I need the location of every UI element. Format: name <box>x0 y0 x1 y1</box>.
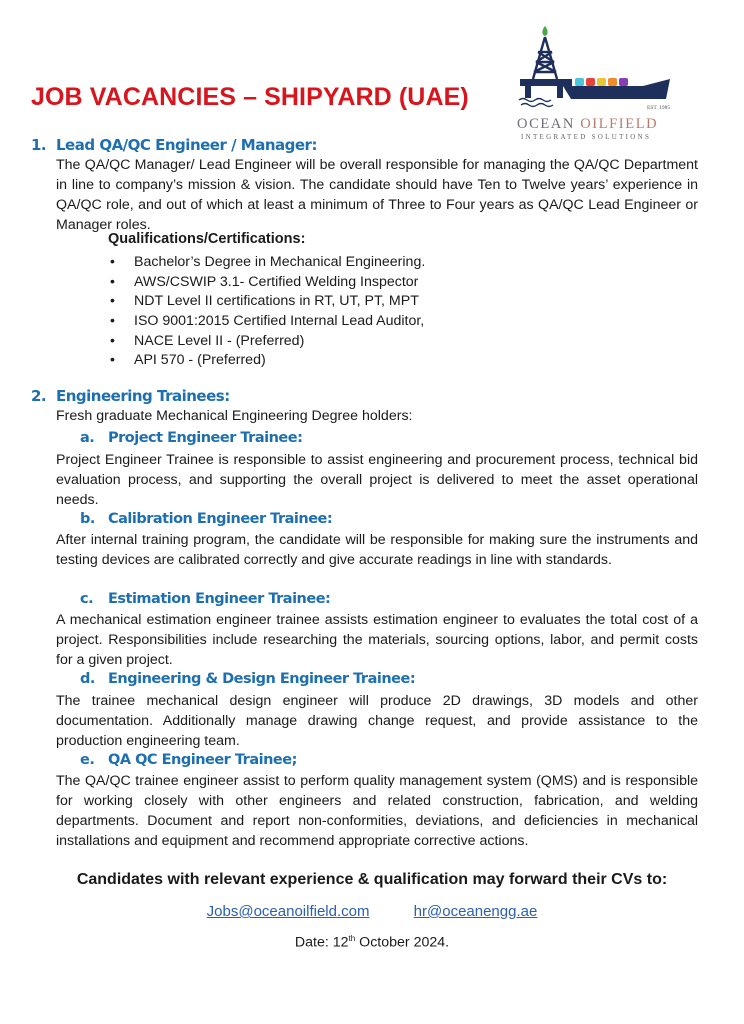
section-1-heading: 1. Lead QA/QC Engineer / Manager: <box>31 136 317 154</box>
role-a-description: Project Engineer Trainee is responsible to assist engineering and procurement process, technical bid evaluation process, and supporting the overall project is delivered to meet the asset operational needs. <box>56 452 698 508</box>
role-d-heading: d. Engineering & Design Engineer Trainee: <box>80 671 416 687</box>
posting-date: Date: 12th October 2024. <box>294 934 450 951</box>
role-c-heading: c. Estimation Engineer Trainee: <box>80 591 331 607</box>
list-item: • Bachelor’s Degree in Mechanical Engineering. <box>110 253 426 270</box>
list-item: • API 570 - (Preferred) <box>110 351 266 369</box>
role-d-description: The trainee mechanical design engineer will produce 2D drawings, 3D models and other documentation. Additionally manage drawing change request, and provide assistance to the production engineering team. <box>56 693 698 749</box>
cta-text: Candidates with relevant experience & qualification may forward their CVs to: <box>76 871 668 888</box>
list-item: • NACE Level II - (Preferred) <box>110 331 305 349</box>
logo-name: OCEAN OILFIELD <box>517 116 659 132</box>
list-item: • NDT Level II certifications in RT, UT, PT, MPT <box>110 292 419 310</box>
email-link-hr[interactable]: hr@oceanengg.ae <box>413 903 538 920</box>
role-e-heading: e. QA QC Engineer Trainee; <box>80 752 297 768</box>
role-b-heading: b. Calibration Engineer Trainee: <box>80 511 333 527</box>
role-c-description: A mechanical estimation engineer trainee assists estimation engineer to evaluates the total cost of a project. Responsibilities include researching the materials, sourcing options, labor, and permit costs for a given project. <box>56 612 698 668</box>
contact-emails <box>0 903 744 920</box>
oil-rig-ship-icon <box>505 22 705 117</box>
qualifications-title: Qualifications/Certifications: <box>108 231 306 247</box>
logo-tagline: INTEGRATED SOLUTIONS <box>521 133 652 141</box>
list-item: • ISO 9001:2015 Certified Internal Lead Auditor, <box>110 312 425 330</box>
list-item: • AWS/CSWIP 3.1- Certified Welding Inspector <box>110 272 419 290</box>
role-e-description: The QA/QC trainee engineer assist to perform quality management system (QMS) and is responsible for working closely with other engineers and related construction, fabrication, and welding departments. Document and report non-conformities, deviations, and deficiencies in mechanical installations and equipment and recommend appropriate corrective actions. <box>56 773 698 849</box>
role-a-heading: a. Project Engineer Trainee: <box>80 430 303 446</box>
section-2-heading: 2. Engineering Trainees: <box>31 387 230 405</box>
company-logo <box>505 22 705 142</box>
role-b-description: After internal training program, the candidate will be responsible for making sure the instruments and testing devices are calibrated correctly and give accurate readings in line with standards. <box>56 532 698 568</box>
page-title: JOB VACANCIES – SHIPYARD (UAE) <box>31 83 469 111</box>
email-link-jobs[interactable]: Jobs@oceanoilfield.com <box>206 903 370 920</box>
section-1-description: The QA/QC Manager/ Lead Engineer will be overall responsible for managing the QA/QC Department in line to company’s mission & vision. The candidate should have Ten to Twelve years’ experience in QA/QC role, and out of which at least a minimum of Three to Four years as QA/QC Lead Engineer or Manager roles. <box>56 157 698 233</box>
logo-est: EST. 1985 <box>647 105 671 111</box>
section-2-intro: Fresh graduate Mechanical Engineering Degree holders: <box>56 408 413 424</box>
qualifications-list <box>110 252 425 370</box>
